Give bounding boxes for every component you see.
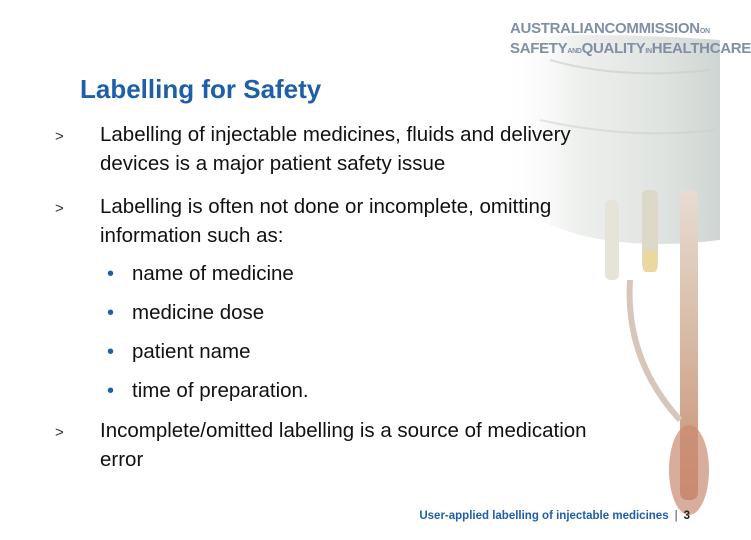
bullet-dot-icon: •: [107, 380, 115, 402]
sub-bullet-text: patient name: [132, 340, 251, 363]
logo-text: IN: [645, 48, 652, 55]
sub-bullet-item: [45, 299, 605, 327]
bullet-text: Labelling of injectable medicines, fluids and delivery devices is a major patient safety issue: [100, 123, 571, 175]
sub-bullet-text: name of medicine: [132, 262, 294, 285]
logo-text: QUALITY: [581, 40, 646, 57]
logo-text: AND: [567, 48, 582, 55]
bullet-dot-icon: •: [107, 341, 115, 363]
slide-footer: [419, 510, 690, 522]
footer-caption: User-applied labelling of injectable medicines: [419, 510, 669, 522]
bullet-text: Labelling is often not done or incomplete, omitting information such as:: [100, 195, 552, 247]
logo-text: HEALTHCARE: [651, 40, 751, 57]
sub-bullet-list: [45, 260, 605, 405]
slide-content: [45, 120, 605, 474]
bullet-dot-icon: •: [107, 263, 115, 285]
logo-text: AUSTRALIANCOMMISSION: [510, 20, 700, 37]
bullet-dot-icon: •: [107, 302, 115, 324]
sub-bullet-item: [45, 377, 605, 405]
page-number: 3: [683, 510, 690, 522]
bullet-item: [45, 416, 605, 474]
sub-bullet-item: [45, 260, 605, 288]
sub-bullet-item: [45, 338, 605, 366]
sub-bullet-text: time of preparation.: [132, 379, 309, 402]
bullet-item: [45, 120, 605, 178]
bullet-text: Incomplete/omitted labelling is a source of medication error: [100, 419, 587, 471]
commission-logo: [510, 20, 751, 57]
chevron-right-icon: >: [55, 128, 64, 145]
bullet-item: [45, 192, 605, 250]
logo-text: SAFETY: [510, 40, 568, 57]
sub-bullet-text: medicine dose: [132, 301, 265, 324]
logo-text: ON: [699, 28, 710, 35]
slide-title: Labelling for Safety: [80, 74, 322, 104]
chevron-right-icon: >: [55, 200, 64, 217]
footer-separator: |: [674, 510, 678, 522]
chevron-right-icon: >: [55, 424, 64, 441]
